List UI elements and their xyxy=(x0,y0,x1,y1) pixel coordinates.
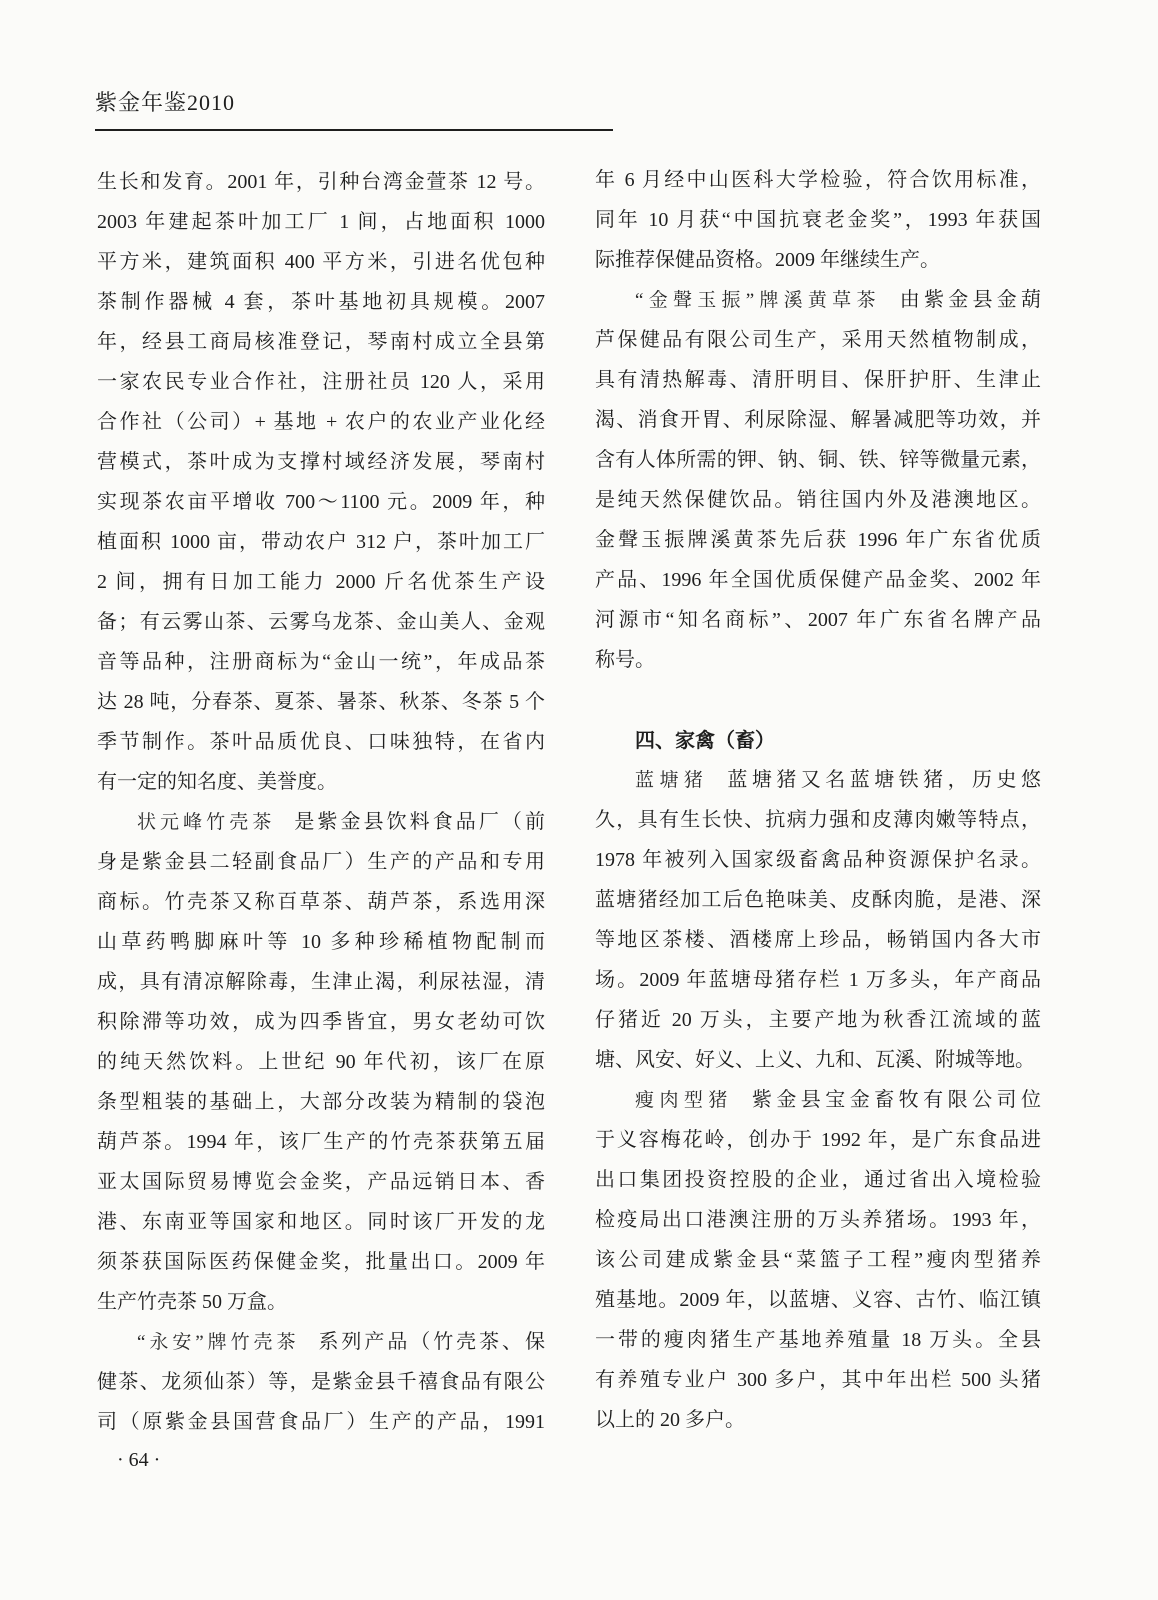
text-line: 久，具有生长快、抗病力强和皮薄肉嫩等特点， xyxy=(595,809,1041,831)
text-line: 蓝塘猪经加工后色艳味美、皮酥肉脆，是港、深 xyxy=(595,889,1041,911)
text-line: 等地区茶楼、酒楼席上珍品，畅销国内各大市 xyxy=(595,929,1041,951)
text-line xyxy=(595,1080,1041,1120)
text-line: 实现茶农亩平增收 700～1100 元。2009 年，种 xyxy=(97,491,545,513)
text-line: 港、东南亚等国家和地区。同时该厂开发的龙 xyxy=(97,1211,545,1233)
text-line: 称号。 xyxy=(595,649,655,671)
text-line: 商标。竹壳茶又称百草茶、葫芦茶，系选用深 xyxy=(97,891,545,913)
text-line: 茶制作器械 4 套，茶叶基地初具规模。2007 xyxy=(97,291,545,313)
text-line: 生长和发育。2001 年，引种台湾金萱茶 12 号。 xyxy=(97,171,545,193)
text-line: 含有人体所需的钾、钠、铜、铁、锌等微量元素， xyxy=(595,449,1041,471)
text-line: 亚太国际贸易博览会金奖，产品远销日本、香 xyxy=(97,1171,545,1193)
text-line: 具有清热解毒、清肝明目、保肝护肝、生津止 xyxy=(595,369,1041,391)
text-line: 积除滞等功效，成为四季皆宜，男女老幼可饮 xyxy=(97,1011,545,1033)
paragraph xyxy=(97,1322,545,1442)
text-line: 生产竹壳茶 50 万盒。 xyxy=(97,1291,287,1313)
text-line: 年，经县工商局核准登记，琴南村成立全县第 xyxy=(97,331,545,353)
text-line: 植面积 1000 亩，带动农户 312 户，茶叶加工厂 xyxy=(97,531,545,553)
text-line: 一带的瘦肉猪生产基地养殖量 18 万头。全县 xyxy=(595,1329,1041,1351)
text-line: 检疫局出口港澳注册的万头养猪场。1993 年， xyxy=(595,1209,1041,1231)
text-line: 营模式，茶叶成为支撑村域经济发展，琴南村 xyxy=(97,451,545,473)
paragraph xyxy=(595,760,1041,1080)
paragraph xyxy=(97,162,545,802)
text-line: 芦保健品有限公司生产，采用天然植物制成， xyxy=(595,329,1041,351)
text-line: 该公司建成紫金县“菜篮子工程”瘦肉型猪养 xyxy=(595,1249,1041,1271)
text-line: 出口集团投资控股的企业，通过省出入境检验 xyxy=(595,1169,1041,1191)
text-line: 条型粗装的基础上，大部分改装为精制的袋泡 xyxy=(97,1091,545,1113)
entry-term: 状元峰竹壳茶 xyxy=(137,812,276,833)
text-line: 有一定的知名度、美誉度。 xyxy=(97,771,337,793)
paragraph xyxy=(595,1080,1041,1440)
text-line: 成，具有清凉解除毒，生津止渴，利尿祛湿，清 xyxy=(97,971,545,993)
text-line: 须茶获国际医药保健金奖，批量出口。2009 年 xyxy=(97,1251,545,1273)
entry-term: “金聲玉振”牌溪黄草茶 xyxy=(635,290,881,311)
text-line: 身是紫金县二轻副食品厂）生产的产品和专用 xyxy=(97,851,545,873)
text-line: 渴、消食开胃、利尿除湿、解暑减肥等功效，并 xyxy=(595,409,1041,431)
text-line: 2 间，拥有日加工能力 2000 斤名优茶生产设 xyxy=(97,571,545,593)
text-line: 合作社（公司）+ 基地 + 农户的农业产业化经 xyxy=(97,411,545,433)
text-line xyxy=(595,760,1041,800)
blank-line xyxy=(595,680,1041,720)
text-line: 河源市“知名商标”、2007 年广东省名牌产品 xyxy=(595,609,1041,631)
text-line: 于义容梅花岭，创办于 1992 年，是广东食品进 xyxy=(595,1129,1041,1151)
line-text: 是紫金县饮料食品厂（前 xyxy=(294,811,545,833)
entry-term: 瘦肉型猪 xyxy=(635,1090,733,1111)
text-line: 际推荐保健品资格。2009 年继续生产。 xyxy=(595,249,940,271)
entry-term: 蓝塘猪 xyxy=(635,770,709,791)
text-line: 健茶、龙须仙茶）等，是紫金县千禧食品有限公 xyxy=(97,1371,545,1393)
text-line: 产品、1996 年全国优质保健产品金奖、2002 年 xyxy=(595,569,1041,591)
header-rule xyxy=(95,129,613,131)
text-line xyxy=(595,280,1041,320)
text-line: 金聲玉振牌溪黄茶先后获 1996 年广东省优质 xyxy=(595,529,1041,551)
entry-term: “永安”牌竹壳茶 xyxy=(137,1332,300,1353)
text-line: 音等品种，注册商标为“金山一统”，年成品茶 xyxy=(97,651,545,673)
line-text: 紫金县宝金畜牧有限公司位 xyxy=(751,1089,1041,1111)
paragraph xyxy=(97,802,545,1322)
left-column xyxy=(97,162,545,1442)
text-line: 塘、风安、好义、上义、九和、瓦溪、附城等地。 xyxy=(595,1049,1035,1071)
text-line: 有养殖专业户 300 多户，其中年出栏 500 头猪 xyxy=(595,1369,1041,1391)
text-line: 场。2009 年蓝塘母猪存栏 1 万多头，年产商品 xyxy=(595,969,1041,991)
text-line: 达 28 吨，分春茶、夏茶、暑茶、秋茶、冬茶 5 个 xyxy=(97,691,545,713)
text-line: 一家农民专业合作社，注册社员 120 人，采用 xyxy=(97,371,545,393)
text-line: 是纯天然保健饮品。销往国内外及港澳地区。 xyxy=(595,489,1041,511)
text-line xyxy=(97,1322,545,1362)
text-line: 山草药鸭脚麻叶等 10 多种珍稀植物配制而 xyxy=(97,931,545,953)
text-line: 同年 10 月获“中国抗衰老金奖”，1993 年获国 xyxy=(595,209,1041,231)
text-line: 以上的 20 多户。 xyxy=(595,1409,745,1431)
text-line: 备；有云雾山茶、云雾乌龙茶、金山美人、金观 xyxy=(97,611,545,633)
line-text: 系列产品（竹壳茶、保 xyxy=(318,1331,545,1353)
text-line: 司（原紫金县国营食品厂）生产的产品，1991 xyxy=(97,1411,545,1433)
text-line: 殖基地。2009 年，以蓝塘、义容、古竹、临江镇 xyxy=(595,1289,1041,1311)
text-line: 2003 年建起茶叶加工厂 1 间，占地面积 1000 xyxy=(97,211,545,233)
text-line xyxy=(97,802,545,842)
section-heading: 四、家禽（畜） xyxy=(635,728,775,752)
right-column xyxy=(595,160,1041,1440)
text-line: 平方米，建筑面积 400 平方米，引进名优包种 xyxy=(97,251,545,273)
page-number: · 64 · xyxy=(117,1449,161,1471)
text-line: 季节制作。茶叶品质优良、口味独特，在省内 xyxy=(97,731,545,753)
text-line: 葫芦茶。1994 年，该厂生产的竹壳茶获第五届 xyxy=(97,1131,545,1153)
paragraph xyxy=(595,280,1041,680)
line-text: 蓝塘猪又名蓝塘铁猪，历史悠 xyxy=(727,769,1041,791)
paragraph xyxy=(595,160,1041,280)
running-header: 紫金年鉴2010 xyxy=(95,90,236,115)
text-line: 1978 年被列入国家级畜禽品种资源保护名录。 xyxy=(595,849,1041,871)
text-line: 年 6 月经中山医科大学检验，符合饮用标准， xyxy=(595,169,1041,191)
text-line: 的纯天然饮料。上世纪 90 年代初，该厂在原 xyxy=(97,1051,545,1073)
text-line: 仔猪近 20 万头，主要产地为秋香江流域的蓝 xyxy=(595,1009,1041,1031)
line-text: 由紫金县金葫 xyxy=(899,289,1041,311)
